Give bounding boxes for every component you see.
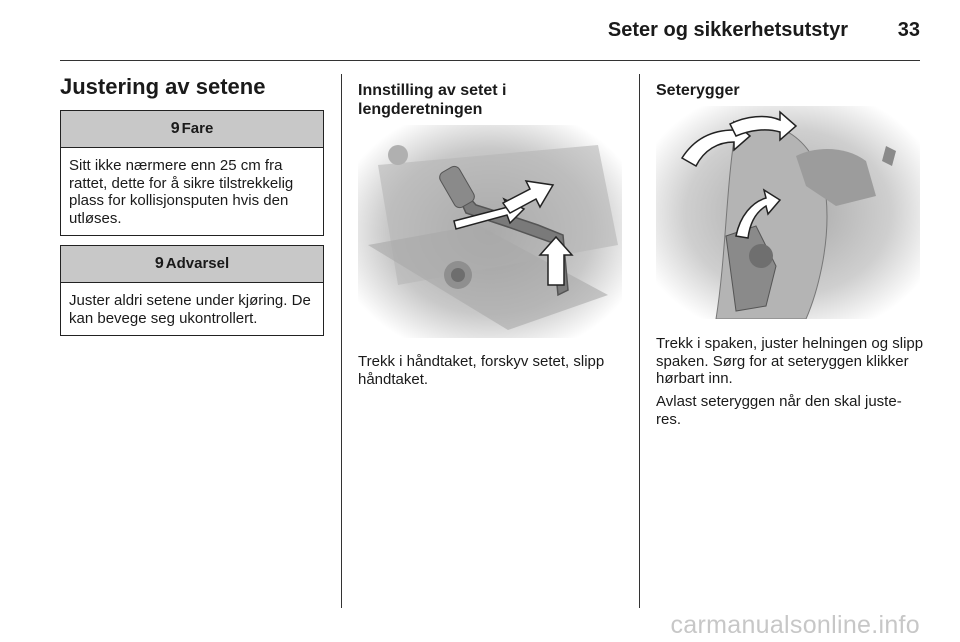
caution-heading: Advarsel: [165, 255, 230, 272]
warning-triangle-icon: 9: [154, 255, 164, 272]
section-title: Justering av setene: [60, 74, 266, 99]
page-header: [60, 0, 920, 61]
longitudinal-adjust-title: Innstilling av setet i lengderetningen: [358, 82, 507, 118]
longitudinal-adjust-caption: Trekk i håndtaket, forskyv setet, slipp håndtaket.: [358, 353, 605, 388]
backrest-instructions: Trekk i spaken, juster helningen og slipp spaken. Sørg for at seteryggen klikker hørbart inn.: [656, 335, 924, 387]
caution-box-header: [61, 246, 323, 283]
chapter-title: Seter og sikkerhetsutstyr: [607, 19, 848, 41]
page-number: 33: [897, 19, 920, 41]
danger-text: Sitt ikke nærmere enn 25 cm fra rattet, dette for å sikre tilstrekkelig plass for kollisjonsputen hvis den utløses.: [69, 157, 294, 227]
column-divider: [639, 74, 640, 608]
caution-box: [60, 245, 324, 336]
backrest-note: Avlast seteryggen når den skal juste-res.: [656, 393, 902, 428]
danger-box: [60, 110, 324, 236]
danger-heading: Fare: [181, 120, 214, 137]
seat-slide-illustration: [358, 125, 622, 338]
backrest-title: Seterygger: [656, 82, 740, 99]
column-divider: [341, 74, 342, 608]
backrest-illustration: [656, 106, 920, 319]
warning-triangle-icon: 9: [170, 120, 180, 137]
danger-box-header: [61, 111, 323, 148]
caution-text: Juster aldri setene under kjøring. De kan bevege seg ukontrollert.: [69, 292, 311, 327]
watermark: carmanualsonline.info: [670, 611, 920, 639]
